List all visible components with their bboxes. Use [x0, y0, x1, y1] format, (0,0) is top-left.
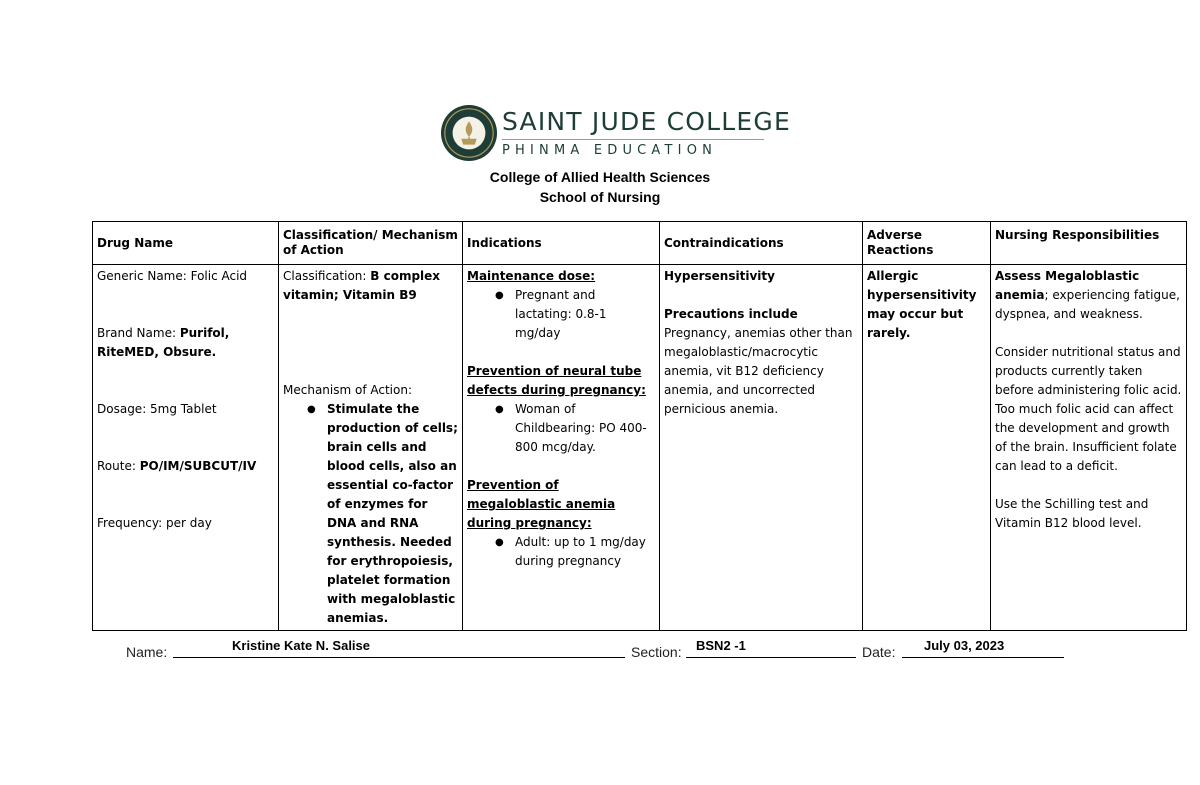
header-indications: Indications — [463, 222, 660, 265]
precautions-text: Pregnancy, anemias other than megaloblastic/macrocytic anemia, vit B12 deficiency anemia, and uncorrected pernicious anemia. — [664, 326, 853, 416]
name-label: Name: — [126, 644, 168, 660]
nursing-paragraph-1: Assess Megaloblastic anemia; experiencing fatigue, dyspnea, and weakness. — [995, 269, 1180, 321]
institution-subtitle: PHINMA EDUCATION — [502, 142, 718, 158]
classification-text: Classification: B complex vitamin; Vitamin B9 — [283, 269, 441, 302]
table-row — [93, 265, 1187, 631]
contraindication-title: Hypersensitivity — [664, 269, 775, 283]
section-label: Section: — [631, 644, 682, 660]
table-header-row — [93, 222, 1187, 265]
adverse-reactions-text: Allergic hypersensitivity may occur but rarely. — [867, 269, 977, 340]
college-name: College of Allied Health Sciences — [489, 169, 711, 185]
dosage: Dosage: 5mg Tablet — [97, 402, 217, 416]
header-classification: Classification/ Mechanism of Action — [279, 222, 463, 265]
precautions-title: Precautions include — [664, 307, 798, 321]
drug-name-cell — [93, 265, 279, 631]
indication-heading-megaloblastic: Prevention of megaloblastic anemia during pregnancy: — [467, 478, 616, 530]
nursing-responsibilities-cell — [991, 265, 1187, 631]
brand-divider — [502, 139, 764, 140]
name-value: Kristine Kate N. Salise — [232, 638, 370, 653]
name-field[interactable] — [173, 657, 625, 658]
route: Route: PO/IM/SUBCUT/IV — [97, 459, 257, 473]
school-name: School of Nursing — [539, 189, 661, 205]
brand-name: Brand Name: Purifol, RiteMED, Obsure. — [97, 326, 230, 359]
signature-footer — [0, 640, 1200, 664]
list-item: ● Pregnant and lactating: 0.8-1 mg/day — [515, 286, 655, 343]
classification-cell — [279, 265, 463, 631]
mechanism-text: ● Stimulate the production of cells; brain cells and blood cells, also an essential co-factor of enzymes for DNA and RNA synthesis. Needed for erythropoiesis, platelet formation with megaloblastic anemias. — [327, 400, 458, 628]
section-field[interactable] — [686, 657, 856, 658]
list-item: ● Woman of Childbearing: PO 400-800 mcg/day. — [515, 400, 655, 457]
frequency: Frequency: per day — [97, 516, 212, 530]
adverse-reactions-cell — [863, 265, 991, 631]
institution-name: SAINT JUDE COLLEGE — [502, 106, 791, 136]
header-nursing-responsibilities: Nursing Responsibilities — [991, 222, 1187, 265]
list-item: ● Adult: up to 1 mg/day during pregnancy — [515, 533, 655, 571]
date-value: July 03, 2023 — [924, 638, 1005, 653]
header-adverse-reactions: Adverse Reactions — [863, 222, 991, 265]
institution-header — [440, 104, 791, 162]
date-field[interactable] — [902, 657, 1064, 658]
nursing-paragraph-3: Use the Schilling test and Vitamin B12 blood level. — [995, 497, 1149, 530]
header-contraindications: Contraindications — [660, 222, 863, 265]
college-seal-icon — [440, 104, 498, 162]
drug-study-table — [92, 221, 1187, 631]
contraindications-cell — [660, 265, 863, 631]
date-label: Date: — [862, 644, 896, 660]
indication-heading-neural-tube: Prevention of neural tube defects during pregnancy: — [467, 364, 646, 397]
section-value: BSN2 -1 — [696, 638, 746, 653]
nursing-paragraph-2: Consider nutritional status and products currently taken before administering folic acid. Too much folic acid can affect the development and growth of the brain. Insufficient folate can lead to a deficit. — [995, 345, 1182, 473]
mechanism-label: Mechanism of Action: — [283, 383, 412, 397]
indication-heading-maintenance: Maintenance dose: — [467, 269, 596, 283]
header-drug-name: Drug Name — [93, 222, 279, 265]
indications-cell — [463, 265, 660, 631]
generic-name: Generic Name: Folic Acid — [97, 269, 248, 283]
